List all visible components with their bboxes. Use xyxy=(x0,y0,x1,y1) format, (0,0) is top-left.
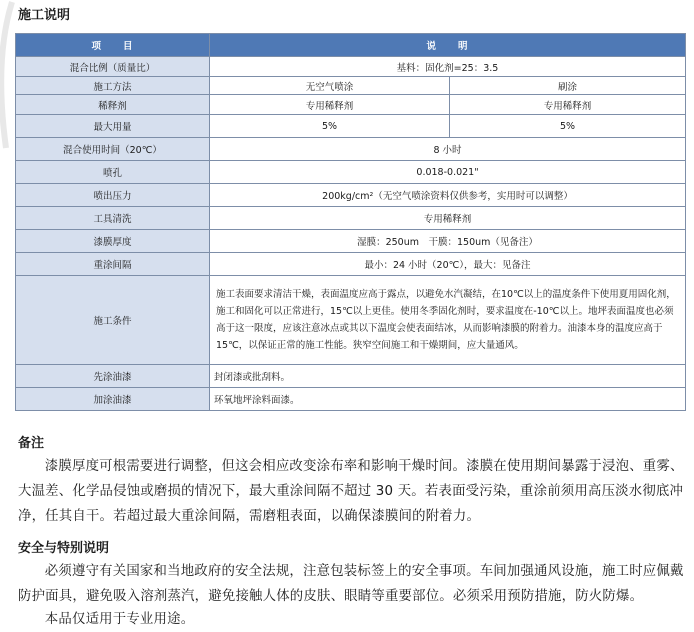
table-row xyxy=(16,388,686,411)
row-value: 5% xyxy=(210,115,450,138)
row-value: 环氧地坪涂料面漆。 xyxy=(210,388,686,411)
notes-text: 漆膜厚度可根需要进行调整，但这会相应改变涂布率和影响干燥时间。漆膜在使用期间暴露于浸泡、重雾、大温差、化学品侵蚀或磨损的情况下，最大重涂间隔不超过 30 天。若表面受污染，重涂前须用高压淡水彻底冲净，任其自干。若超过最大重涂间隔，需磨粗表面，以确保漆膜间的附着力。 xyxy=(18,459,684,524)
table-row xyxy=(16,115,686,138)
row-label: 先涂油漆 xyxy=(16,365,210,388)
table-row xyxy=(16,77,686,95)
row-label: 混合使用时间（20℃） xyxy=(16,138,210,161)
row-label: 施工条件 xyxy=(16,276,210,365)
safety-text: 必须遵守有关国家和当地政府的安全法规，注意包装标签上的安全事项。车间加强通风设施，施工时应佩戴防护面具，避免吸入溶剂蒸汽，避免接触人体的皮肤、眼睛等重要部位。必须采用预防措施，防火防爆。 xyxy=(18,564,684,604)
row-label: 加涂油漆 xyxy=(16,388,210,411)
row-value: 0.018-0.021" xyxy=(210,161,686,184)
row-value: 最小：24 小时（20℃），最大：见备注 xyxy=(210,253,686,276)
construction-table xyxy=(15,33,686,411)
table-header-row xyxy=(16,34,686,57)
table-row xyxy=(16,276,686,365)
table-row xyxy=(16,230,686,253)
notes-title: 备注 xyxy=(18,436,45,451)
row-label: 最大用量 xyxy=(16,115,210,138)
row-label: 工具清洗 xyxy=(16,207,210,230)
row-value: 200kg/cm²（无空气喷涂资料仅供参考，实用时可以调整） xyxy=(210,184,686,207)
row-value: 基料：固化剂=25：3.5 xyxy=(210,57,686,77)
row-label: 漆膜厚度 xyxy=(16,230,210,253)
row-label: 喷孔 xyxy=(16,161,210,184)
row-value: 封闭漆或批刮料。 xyxy=(210,365,686,388)
row-value: 专用稀释剂 xyxy=(450,95,686,115)
row-label: 喷出压力 xyxy=(16,184,210,207)
row-value: 专用稀释剂 xyxy=(210,95,450,115)
table-row xyxy=(16,57,686,77)
header-item: 项 目 xyxy=(16,34,210,57)
header-desc: 说 明 xyxy=(210,34,686,57)
row-value: 专用稀释剂 xyxy=(210,207,686,230)
row-label: 混合比例（质量比） xyxy=(16,57,210,77)
row-label: 重涂间隔 xyxy=(16,253,210,276)
table-row xyxy=(16,138,686,161)
row-value: 施工表面要求清洁干燥，表面温度应高于露点，以避免水汽凝结，在10℃以上的温度条件下使用夏用固化剂，施工和固化可以正常进行，15℃以上更佳。使用冬季固化剂时，要求温度在-10℃以上。地坪表面温度也必须高于这一限度，应该注意冰点或其以下温度会使表面结冰，从而影响漆膜的附着力。油漆本身的温度应高于15℃，以保证正常的施工性能。狭窄空间施工和干燥期间，应大量通风。 xyxy=(210,276,686,365)
table-row xyxy=(16,161,686,184)
safety-title: 安全与特别说明 xyxy=(18,541,110,556)
table-row xyxy=(16,184,686,207)
row-label: 稀释剂 xyxy=(16,95,210,115)
row-value: 无空气喷涂 xyxy=(210,77,450,95)
construction-title: 施工说明 xyxy=(18,8,71,23)
table-row xyxy=(16,95,686,115)
table-row xyxy=(16,207,686,230)
row-value: 刷涂 xyxy=(450,77,686,95)
safety-scope: 本品仅适用于专业用途。 xyxy=(44,612,195,627)
row-value: 5% xyxy=(450,115,686,138)
table-row xyxy=(16,365,686,388)
row-label: 施工方法 xyxy=(16,77,210,95)
table-row xyxy=(16,253,686,276)
row-value: 湿膜：250um 干膜：150um（见备注） xyxy=(210,230,686,253)
row-value: 8 小时 xyxy=(210,138,686,161)
